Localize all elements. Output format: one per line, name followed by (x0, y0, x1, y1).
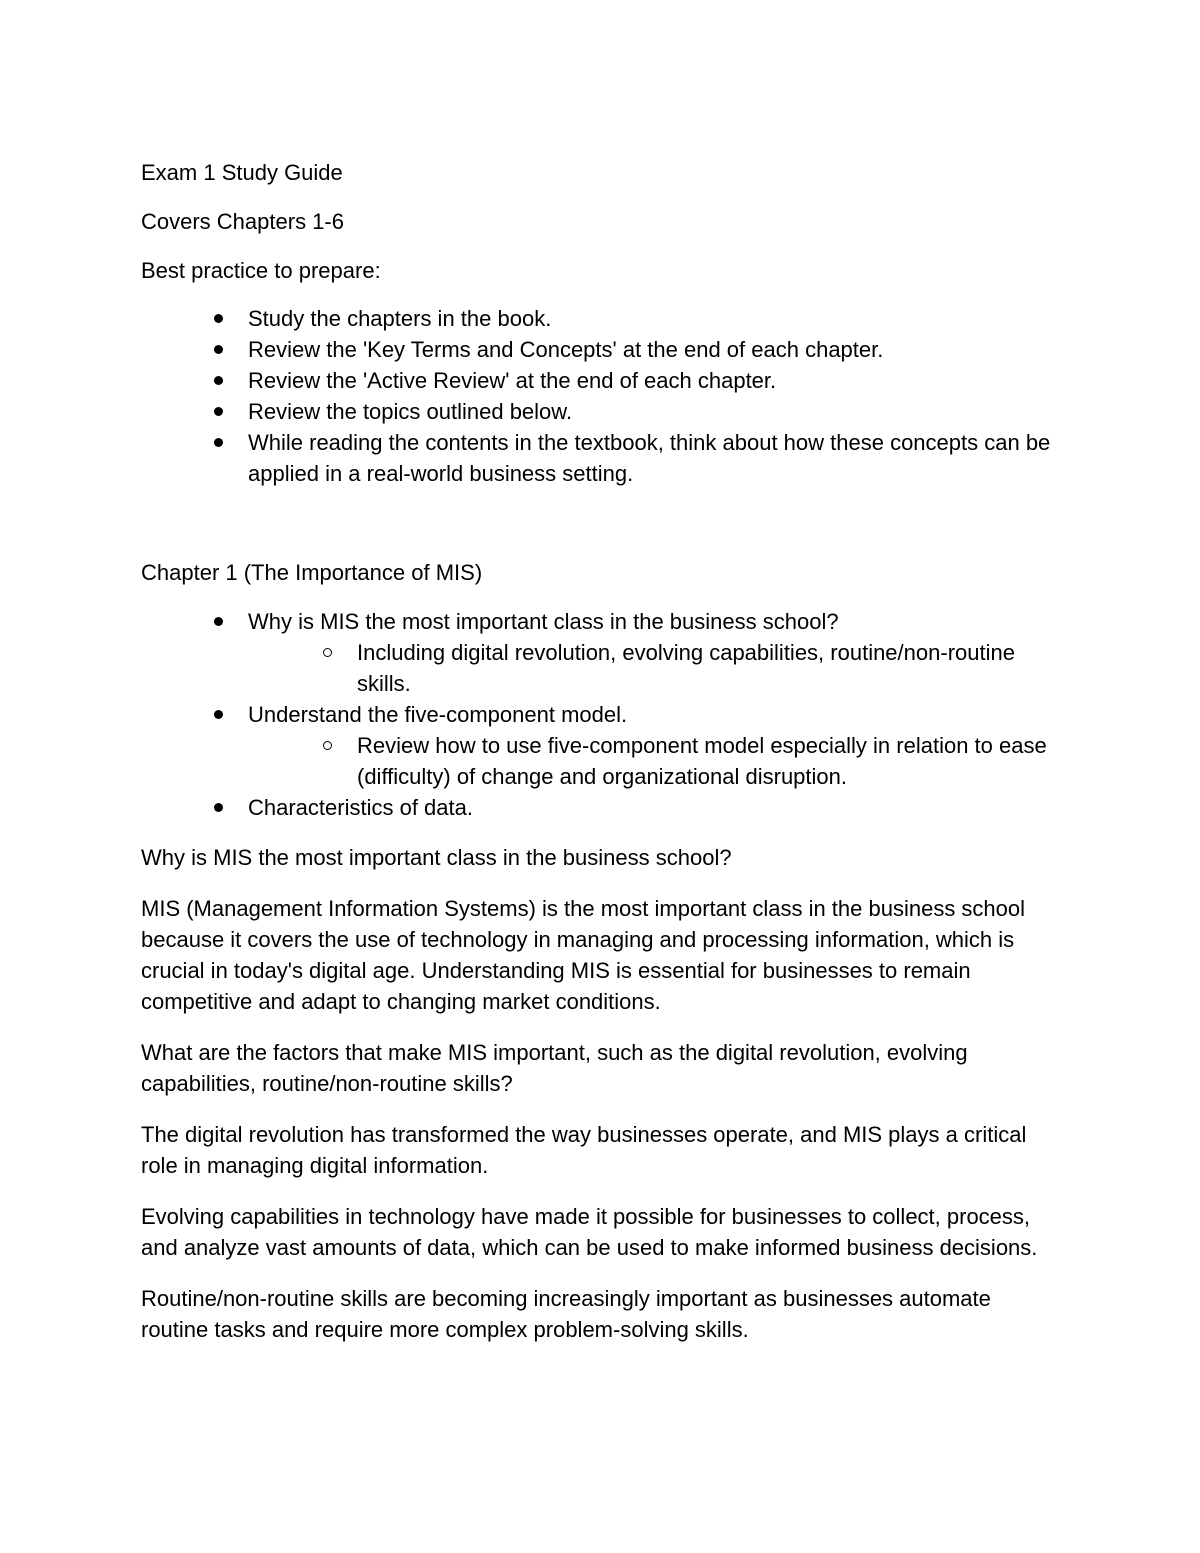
bullet-icon (214, 314, 223, 323)
intro-text: Best practice to prepare: (141, 258, 381, 283)
question-paragraph: What are the factors that make MIS important, such as the digital revolution, evolving capabilities, routine/non-routine skills? (141, 1040, 968, 1096)
document-page (141, 157, 1061, 1365)
sub-list-item (141, 730, 1061, 792)
bullet-icon (214, 345, 223, 354)
bullet-icon (214, 803, 223, 812)
hollow-bullet-icon (323, 648, 332, 657)
list-item-text: Review the 'Key Terms and Concepts' at the end of each chapter. (248, 337, 884, 362)
list-item (141, 396, 1061, 427)
bullet-icon (214, 407, 223, 416)
body-paragraph: Evolving capabilities in technology have made it possible for businesses to collect, process, and analyze vast amounts of data, which can be used to make informed business decisions. (141, 1204, 1038, 1260)
list-item (141, 606, 1061, 637)
document-title: Exam 1 Study Guide (141, 160, 343, 185)
body-paragraph: Routine/non-routine skills are becoming increasingly important as businesses automate routine tasks and require more complex problem-solving skills. (141, 1286, 991, 1342)
list-item-text: Characteristics of data. (248, 795, 473, 820)
list-item-text: Why is MIS the most important class in the business school? (248, 609, 839, 634)
sub-list-item (141, 637, 1061, 699)
sub-list-item-text: Review how to use five-component model especially in relation to ease (difficulty) of change and organizational disruption. (357, 733, 1047, 789)
practice-list (141, 303, 1061, 489)
list-item (141, 427, 1061, 489)
bullet-icon (214, 438, 223, 447)
list-item-text: Review the 'Active Review' at the end of each chapter. (248, 368, 777, 393)
list-item (141, 334, 1061, 365)
list-item (141, 303, 1061, 334)
list-item-text: While reading the contents in the textbook, think about how these concepts can be applied in a real-world business setting. (248, 430, 1051, 486)
body-paragraph: MIS (Management Information Systems) is the most important class in the business school because it covers the use of technology in managing and processing information, which is crucial in today's digital age. Understanding MIS is essential for businesses to remain competitive and adapt to changing market conditions. (141, 896, 1026, 1014)
chapter-heading: Chapter 1 (The Importance of MIS) (141, 560, 483, 585)
body-paragraph: The digital revolution has transformed the way businesses operate, and MIS plays a critical role in managing digital information. (141, 1122, 1027, 1178)
list-item-text: Understand the five-component model. (248, 702, 628, 727)
list-item (141, 699, 1061, 730)
list-item-text: Study the chapters in the book. (248, 306, 552, 331)
document-subtitle: Covers Chapters 1-6 (141, 209, 344, 234)
hollow-bullet-icon (323, 741, 332, 750)
bullet-icon (214, 710, 223, 719)
bullet-icon (214, 376, 223, 385)
question-paragraph: Why is MIS the most important class in the business school? (141, 845, 732, 870)
sub-list-item-text: Including digital revolution, evolving capabilities, routine/non-routine skills. (357, 640, 1015, 696)
list-item (141, 792, 1061, 823)
list-item (141, 365, 1061, 396)
list-item-text: Review the topics outlined below. (248, 399, 573, 424)
bullet-icon (214, 617, 223, 626)
chapter-topic-list (141, 606, 1061, 823)
